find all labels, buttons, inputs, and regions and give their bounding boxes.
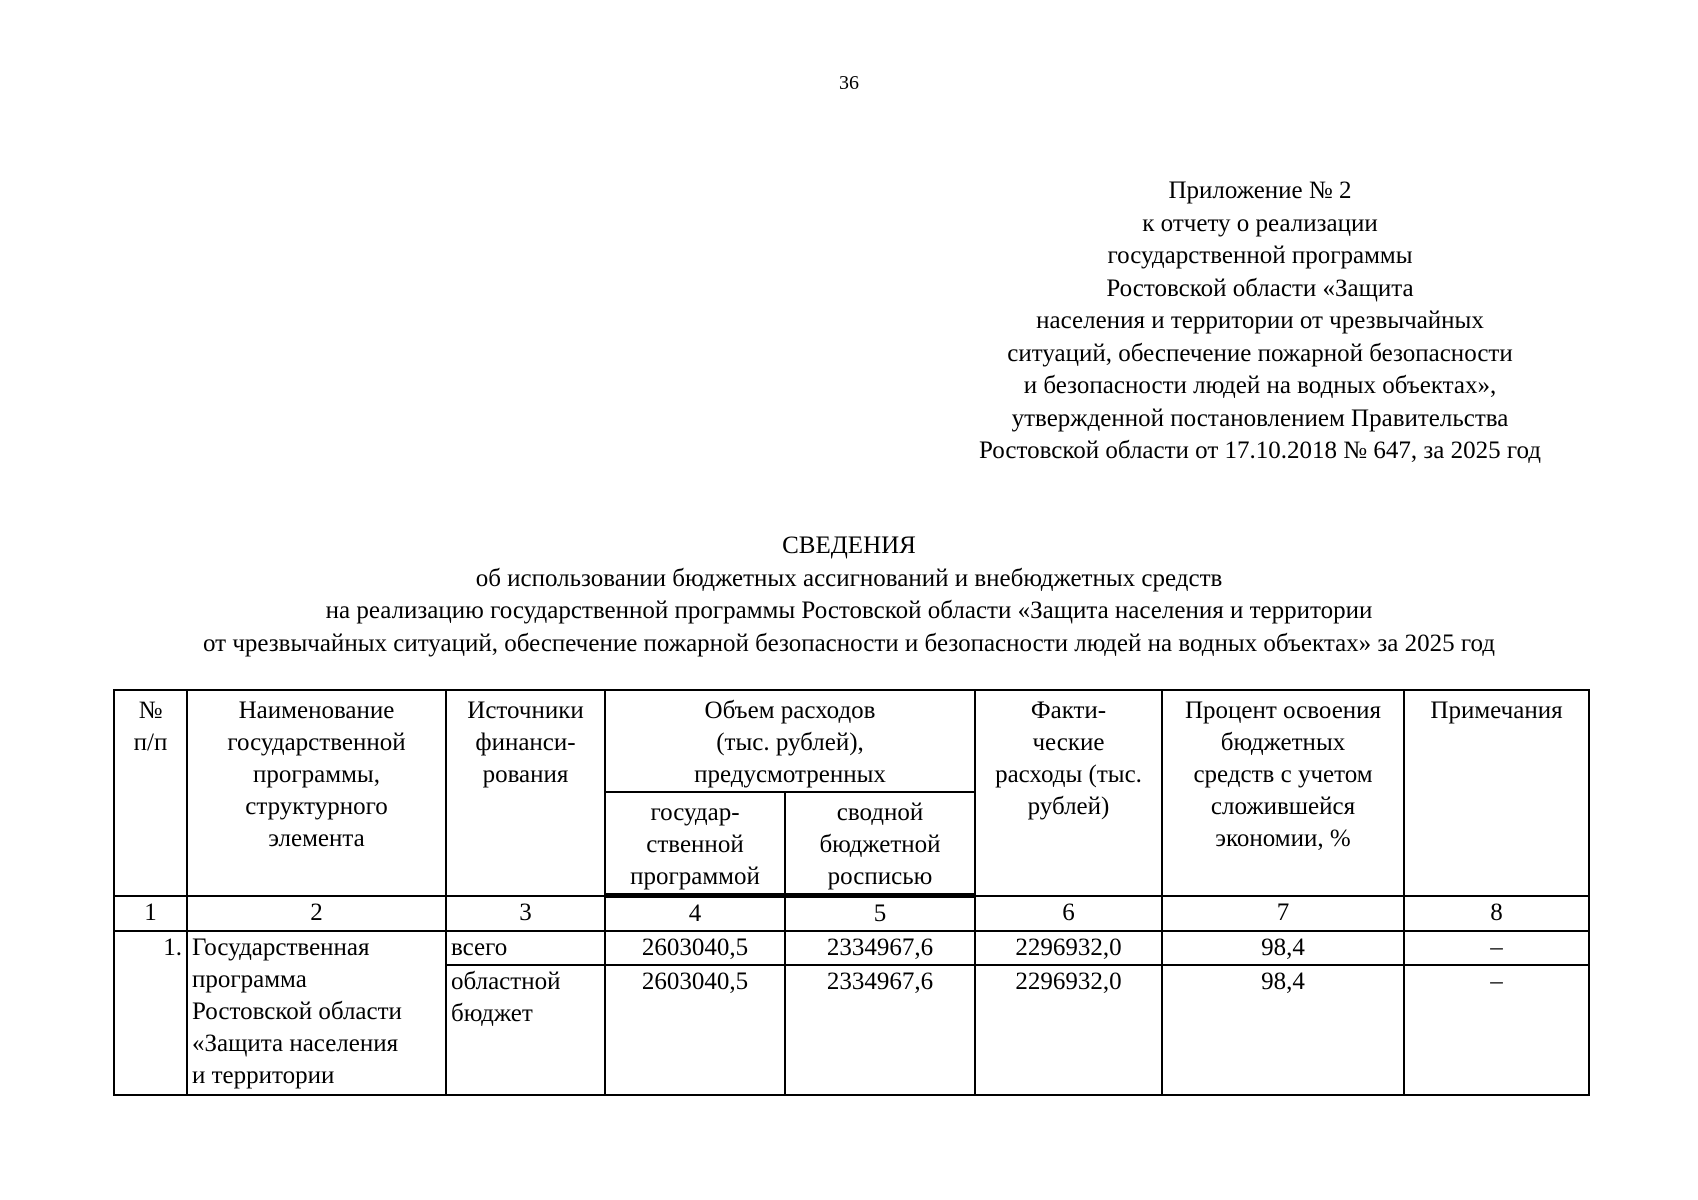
report-subtitle-line: об использовании бюджетных ассигнований и внебюджетных средств <box>475 564 1223 592</box>
header-funding-source: Источники финанси- рования <box>446 690 605 896</box>
percent-used: 98,4 <box>1162 931 1404 965</box>
header-percent-used: Процент освоения бюджетных средств с учетом сложившейся экономии, % <box>1162 690 1404 896</box>
budget-amount: 2334967,6 <box>785 965 975 1095</box>
header-program-name: Наименование государственной программы, структурного элемента <box>187 690 446 896</box>
column-number: 8 <box>1404 896 1589 932</box>
header-number: № п/п <box>114 690 187 896</box>
column-number: 1 <box>114 896 187 932</box>
appendix-line: и безопасности людей на водных объектах», <box>1023 372 1497 399</box>
appendix-line: утвержденной постановлением Правительства <box>1011 404 1509 432</box>
appendix-line: государственной программы <box>1107 242 1413 269</box>
page-number: 36 <box>839 72 859 94</box>
program-amount: 2603040,5 <box>605 965 785 1095</box>
report-title <box>0 530 1698 660</box>
funding-source: областной бюджет <box>446 965 605 1095</box>
header-actual-expenses: Факти- ческие расходы (тыс. рублей) <box>975 690 1162 896</box>
funding-source: всего <box>446 931 605 965</box>
header-program-amount: государ- ственной программой <box>605 792 785 896</box>
report-heading: СВЕДЕНИЯ <box>782 532 916 559</box>
program-amount: 2603040,5 <box>605 931 785 965</box>
column-number: 6 <box>975 896 1162 932</box>
appendix-line: Ростовской области «Защита <box>1106 274 1414 302</box>
header-planned-expenses: Объем расходов (тыс. рублей), предусмотренных <box>605 690 975 792</box>
column-number: 5 <box>785 896 975 932</box>
actual-expenses: 2296932,0 <box>975 931 1162 965</box>
report-subtitle-line: на реализацию государственной программы Ростовской области «Защита населения и территории <box>325 597 1373 624</box>
column-number: 7 <box>1162 896 1404 932</box>
budget-usage-table <box>113 689 1590 1096</box>
percent-used: 98,4 <box>1162 965 1404 1095</box>
header-notes: Примечания <box>1404 690 1589 896</box>
program-name: Государственная программа Ростовской области «Защита населения и территории <box>187 931 446 1095</box>
column-number: 4 <box>605 896 785 932</box>
appendix-block <box>930 175 1590 468</box>
header-budget-amount: сводной бюджетной росписью <box>785 792 975 896</box>
row-number: 1. <box>114 931 187 1095</box>
actual-expenses: 2296932,0 <box>975 965 1162 1095</box>
appendix-line: населения и территории от чрезвычайных <box>1036 307 1484 334</box>
note: – <box>1404 965 1589 1095</box>
note: – <box>1404 931 1589 965</box>
column-number: 3 <box>446 896 605 932</box>
column-number-row <box>114 896 1589 932</box>
appendix-line: к отчету о реализации <box>1142 209 1378 237</box>
table-header-row <box>114 690 1589 792</box>
report-subtitle-line: от чрезвычайных ситуаций, обеспечение пожарной безопасности и безопасности людей на водных объектах» за 2025 год <box>202 629 1496 657</box>
appendix-line: ситуаций, обеспечение пожарной безопасности <box>1007 339 1513 367</box>
budget-amount: 2334967,6 <box>785 931 975 965</box>
appendix-line: Ростовской области от 17.10.2018 № 647, за 2025 год <box>979 437 1541 464</box>
appendix-line: Приложение № 2 <box>1168 177 1352 204</box>
table-row <box>114 931 1589 965</box>
column-number: 2 <box>187 896 446 932</box>
